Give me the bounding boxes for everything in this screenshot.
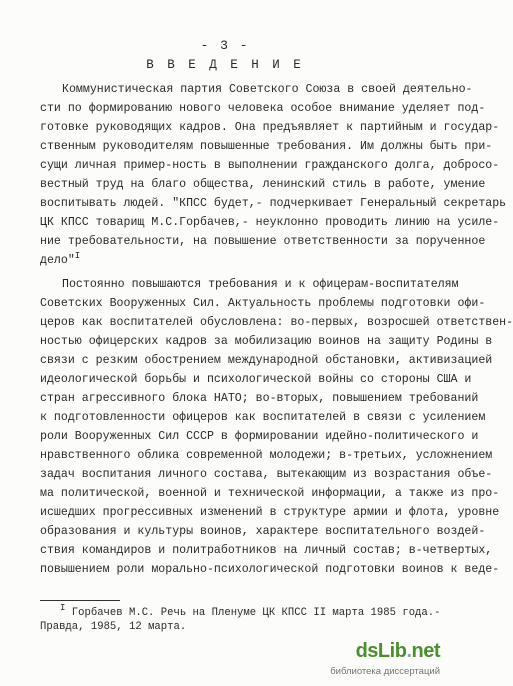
paragraph-1-line: Коммунистическая партия Советского Союза в своей деятельно- <box>62 83 473 96</box>
paragraph-2-line: задач воспитания личного состава, вытекающим из возрастания объе- <box>40 468 493 481</box>
watermark[interactable] <box>322 638 442 684</box>
footnote-text: Горбачев М.С. Речь на Пленуме ЦК КПСС II марта 1985 года.- <box>71 607 441 619</box>
paragraph-2-line: ствия командиров и политработников на личный состав; в-четвертых, <box>40 544 493 557</box>
section-title: В В Е Д Е Н И Е <box>146 58 304 72</box>
paragraph-1-line: воспитывать людей. "КПСС будет,- подчеркивает Генеральный секретарь <box>40 197 507 210</box>
page-number: - 3 - <box>200 38 250 53</box>
paragraph-1-line: сти по формированию нового человека особое внимание уделяет под- <box>40 102 486 115</box>
paragraph-1-line: ние требовательности, на повышение ответственности за порученное <box>40 235 486 248</box>
paragraph-1-last-line <box>40 253 432 269</box>
paragraph-1-line: ственным руководителям повышенные требования. Им должны быть при- <box>40 140 493 153</box>
dslib-logo: dsLib.net <box>355 640 440 662</box>
footnote-line: Правда, 1985, 12 марта. <box>40 621 187 633</box>
paragraph-2-line: нравственного облика современной молодежи; в-третьих, усложнением <box>40 449 493 462</box>
paragraph-2-line: образования и культуры воинов, характере воспитательного воздей- <box>40 525 486 538</box>
paragraph-2-line: стран агрессивного блока НАТО; во-вторых, повышением требований <box>40 392 479 405</box>
footnote-mark: I <box>60 603 66 613</box>
footnote-line <box>60 603 441 620</box>
paragraph-2-line: идеологической борьбы и психологической войны со стороны США и <box>40 373 472 386</box>
paragraph-2-line: повышением роли морально-психологической подготовки воинов к веде- <box>40 563 500 576</box>
paragraph-1-line: дело" <box>40 254 75 267</box>
paragraph-2-line: ма политической, военной и технической информации, а также из про- <box>40 487 500 500</box>
paragraph-2-line: Советских Вооруженных Сил. Актуальность проблемы подготовки офи- <box>40 297 486 310</box>
paragraph-2-line: исшедших прогрессивных изменений в структуре армии и флота, уровне <box>40 506 500 519</box>
paragraph-1-line: вестный труд на благо общества, ленинский стиль в работе, умение <box>40 178 486 191</box>
footnote-reference: I <box>74 251 81 261</box>
paragraph-2-line: Постоянно повышаются требования и к офицерам-воспитателям <box>62 278 459 291</box>
paragraph-2-line: к подготовленности офицеров как воспитателей в связи с усилением <box>40 411 486 424</box>
paragraph-1-line: сущи личная пример-ность в выполнении гражданского долга, добросо- <box>40 159 500 172</box>
paragraph-2-line: связи с резким обострением международной обстановки, активизацией <box>40 354 493 367</box>
paragraph-1-line: ЦК КПСС товарищ М.С.Горбачев,- неуклонно проводить линию на усиле- <box>40 216 500 229</box>
paragraph-2-line: ностью офицерских кадров за мобилизацию воинов на защиту Родины в <box>40 335 493 348</box>
paragraph-1-line: готовке руководящих кадров. Она предъявляет к партийным и государ- <box>40 121 500 134</box>
paragraph-2-line: роли Вооруженных Сил СССР в формировании идейно-политического и <box>40 430 479 443</box>
paragraph-2-line: церов как воспитателей обусловлена: во-первых, возросшей ответствен- <box>40 316 513 329</box>
watermark-subtitle: библиотека диссертаций <box>330 666 440 677</box>
footnote-divider <box>40 600 120 601</box>
